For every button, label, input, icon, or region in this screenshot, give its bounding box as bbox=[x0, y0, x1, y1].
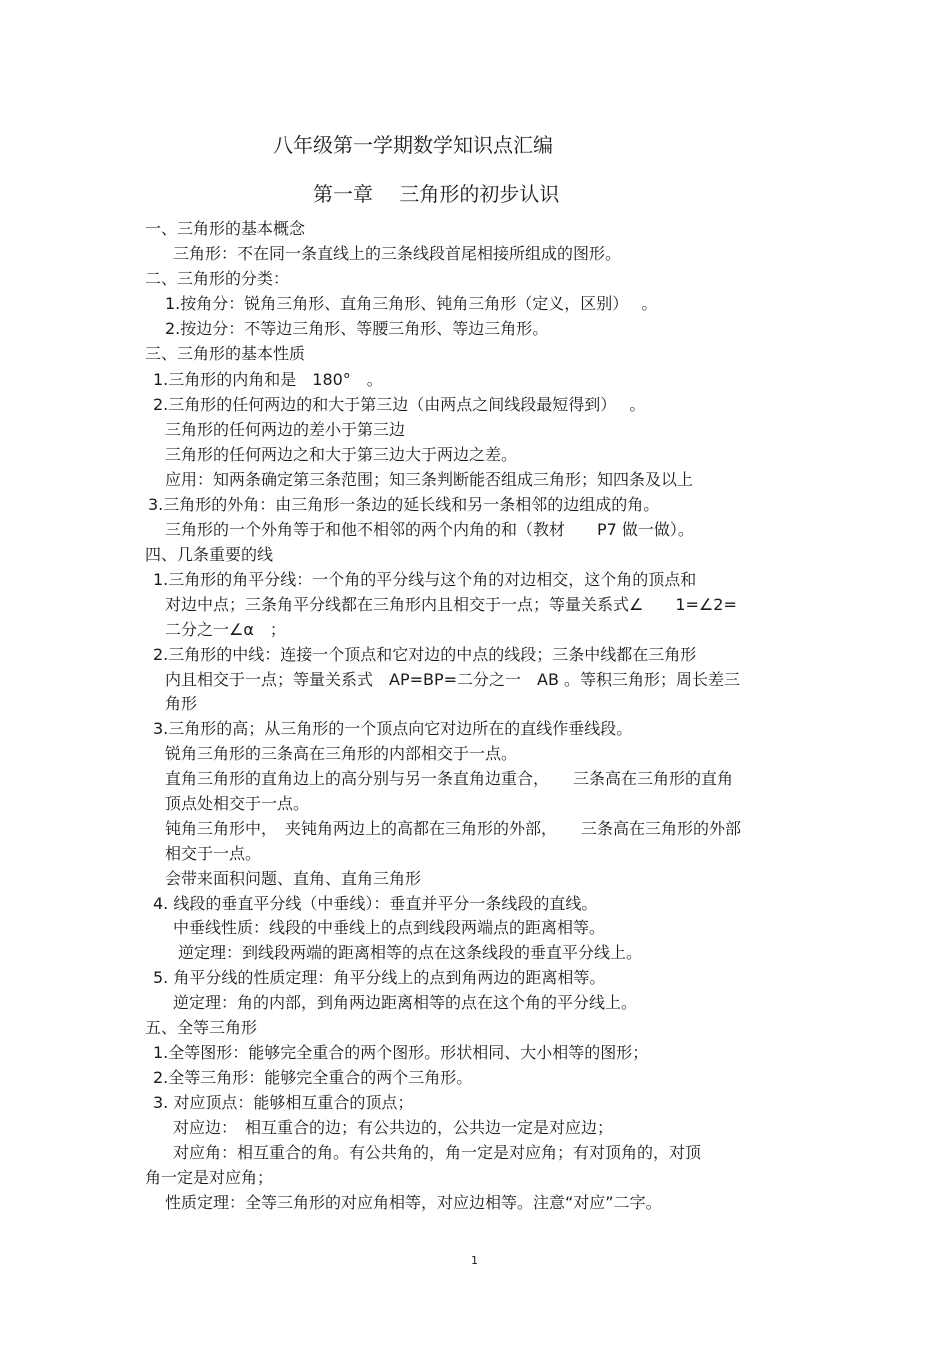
text-line: 角一定是对应角； bbox=[145, 1168, 274, 1187]
text-line: 对边中点；三条角平分线都在三角形内且相交于一点；等量关系式∠ 1=∠2= bbox=[165, 595, 737, 614]
text-line: 中垂线性质：线段的中垂线上的点到线段两端点的距离相等。 bbox=[173, 918, 606, 937]
text-line: 5. 角平分线的性质定理：角平分线上的点到角两边的距离相等。 bbox=[153, 968, 606, 987]
text-line: 三角形的一个外角等于和他不相邻的两个内角的和（教材 P7 做一做）。 bbox=[165, 520, 694, 539]
document-title: 八年级第一学期数学知识点汇编 bbox=[273, 133, 553, 157]
chapter-heading: 第一章 三角形的初步认识 bbox=[313, 182, 560, 206]
text-line: 对应角：相互重合的角。有公共角的，角一定是对应角；有对顶角的，对顶 bbox=[173, 1143, 702, 1162]
text-line: 4. 线段的垂直平分线（中垂线）：垂直并平分一条线段的直线。 bbox=[153, 894, 598, 913]
text-line: 三角形的任何两边之和大于第三边大于两边之差。 bbox=[165, 445, 518, 464]
text-line: 2.全等三角形：能够完全重合的两个三角形。 bbox=[153, 1068, 473, 1087]
text-line: 顶点处相交于一点。 bbox=[165, 794, 310, 813]
section-heading-2: 二、三角形的分类： bbox=[145, 269, 290, 288]
text-line: 1.按角分：锐角三角形、直角三角形、钝角三角形（定义，区别） 。 bbox=[165, 294, 658, 313]
text-line: 钝角三角形中， 夹钝角两边上的高都在三角形的外部， 三条高在三角形的外部 bbox=[165, 819, 742, 838]
text-line: 逆定理：角的内部，到角两边距离相等的点在这个角的平分线上。 bbox=[173, 993, 638, 1012]
text-line: 会带来面积问题、直角、直角三角形 bbox=[165, 869, 422, 888]
text-line: 应用：知两条确定第三条范围；知三条判断能否组成三角形；知四条及以上 bbox=[165, 470, 694, 489]
section-heading-3: 三、三角形的基本性质 bbox=[145, 344, 306, 363]
text-line: 3.三角形的外角：由三角形一条边的延长线和另一条相邻的边组成的角。 bbox=[148, 495, 660, 514]
text-line: 逆定理：到线段两端的距离相等的点在这条线段的垂直平分线上。 bbox=[178, 943, 643, 962]
text-line: 角形 bbox=[165, 694, 198, 713]
text-line: 锐角三角形的三条高在三角形的内部相交于一点。 bbox=[165, 744, 518, 763]
text-line: 1.三角形的内角和是 180° 。 bbox=[153, 370, 383, 389]
text-line: 三角形的任何两边的差小于第三边 bbox=[165, 420, 406, 439]
text-line: 2.三角形的中线：连接一个顶点和它对边的中点的线段；三条中线都在三角形 bbox=[153, 645, 697, 664]
text-line: 二分之一∠α ； bbox=[165, 620, 286, 639]
text-line: 内且相交于一点；等量关系式 AP=BP=二分之一 AB 。等积三角形；周长差三 bbox=[165, 670, 741, 689]
section-heading-5: 五、全等三角形 bbox=[145, 1018, 258, 1037]
text-line: 1.三角形的角平分线：一个角的平分线与这个角的对边相交，这个角的顶点和 bbox=[153, 570, 697, 589]
text-line: 三角形：不在同一条直线上的三条线段首尾相接所组成的图形。 bbox=[173, 244, 622, 263]
text-line: 相交于一点。 bbox=[165, 844, 262, 863]
text-line: 1.全等图形：能够完全重合的两个图形。形状相同、大小相等的图形； bbox=[153, 1043, 649, 1062]
text-line: 2.按边分：不等边三角形、等腰三角形、等边三角形。 bbox=[165, 319, 549, 338]
text-line: 3. 对应顶点：能够相互重合的顶点； bbox=[153, 1093, 414, 1112]
text-line: 性质定理：全等三角形的对应角相等，对应边相等。注意“对应”二字。 bbox=[165, 1193, 662, 1212]
text-line: 2.三角形的任何两边的和大于第三边（由两点之间线段最短得到） 。 bbox=[153, 395, 646, 414]
page-number: 1 bbox=[471, 1254, 478, 1267]
text-line: 直角三角形的直角边上的高分别与另一条直角边重合， 三条高在三角形的直角 bbox=[165, 769, 734, 788]
section-heading-4: 四、几条重要的线 bbox=[145, 545, 274, 564]
section-heading-1: 一、三角形的基本概念 bbox=[145, 219, 306, 238]
text-line: 对应边： 相互重合的边；有公共边的，公共边一定是对应边； bbox=[173, 1118, 614, 1137]
text-line: 3.三角形的高；从三角形的一个顶点向它对边所在的直线作垂线段。 bbox=[153, 719, 633, 738]
